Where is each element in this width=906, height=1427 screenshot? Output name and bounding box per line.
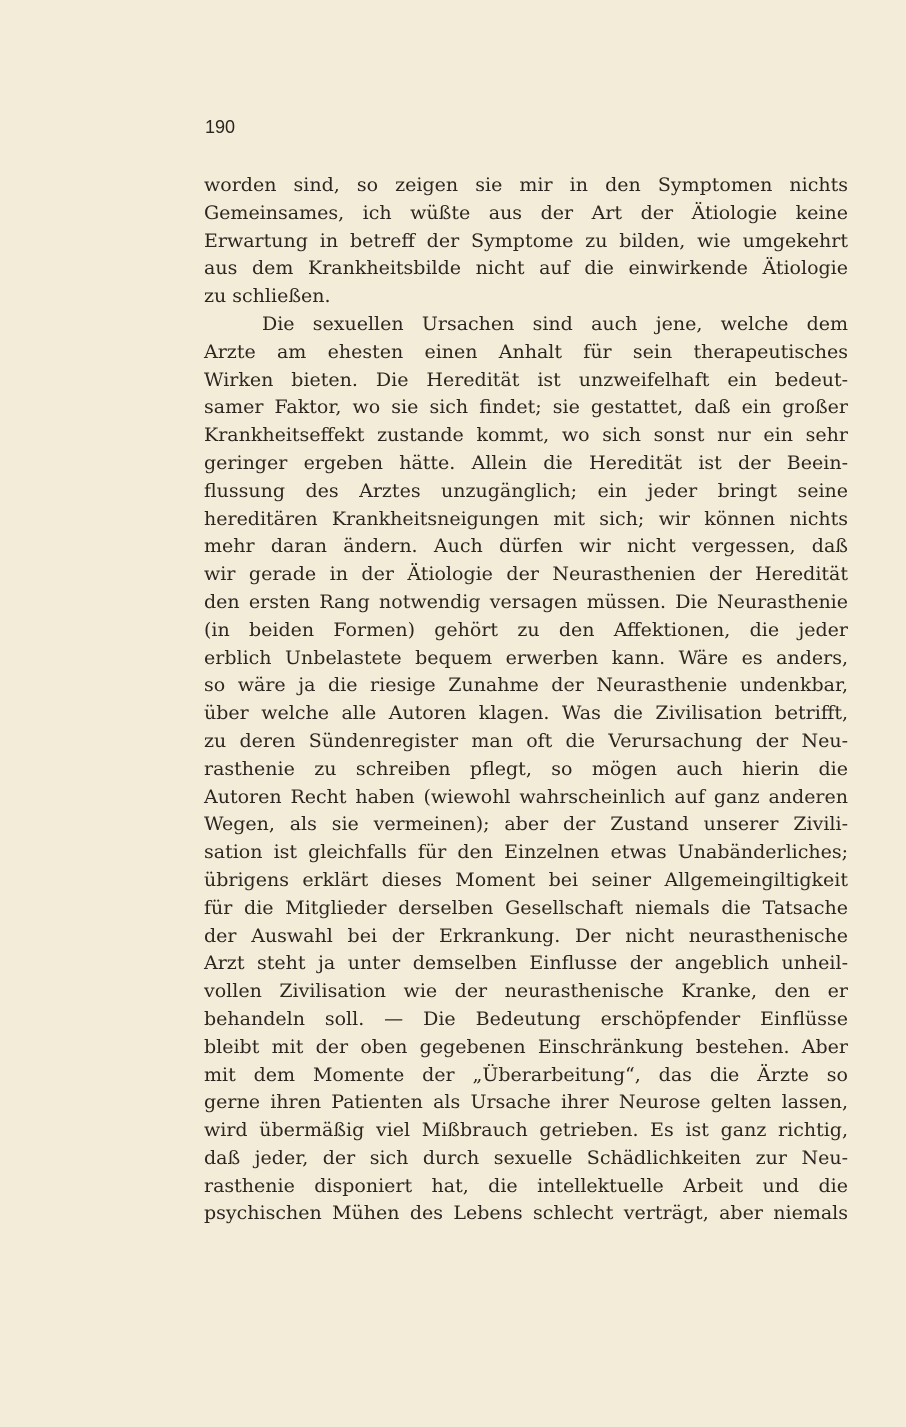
text-line: Wirken bieten. Die Heredität ist unzweifelhaft ein bedeut- xyxy=(204,368,848,391)
text-line: zu schließen. xyxy=(204,285,331,308)
text-line: behandeln soll. — Die Bedeutung erschöpfender Einflüsse xyxy=(204,1007,848,1030)
text-line: Erwartung in betreff der Symptome zu bilden, wie umgekehrt xyxy=(204,229,848,252)
text-line: Autoren Recht haben (wiewohl wahrscheinlich auf ganz anderen xyxy=(204,785,848,808)
text-line: zu deren Sündenregister man oft die Verursachung der Neu- xyxy=(204,729,848,752)
text-line: Die sexuellen Ursachen sind auch jene, welche dem xyxy=(262,312,848,335)
text-line: geringer ergeben hätte. Allein die Heredität ist der Beein- xyxy=(204,451,848,474)
text-line: für die Mitglieder derselben Gesellschaft niemals die Tatsache xyxy=(204,896,848,919)
text-line: rasthenie disponiert hat, die intellektuelle Arbeit und die xyxy=(204,1174,848,1197)
text-line: worden sind, so zeigen sie mir in den Symptomen nichts xyxy=(204,174,848,196)
page-number: 190 xyxy=(205,117,236,137)
text-line: Arzt steht ja unter demselben Einflusse der angeblich unheil- xyxy=(204,952,848,975)
text-line: Gemeinsames, ich wüßte aus der Art der Ätiologie keine xyxy=(204,201,848,224)
text-line: erblich Unbelastete bequem erwerben kann. Wäre es anders, xyxy=(204,646,848,669)
body-text xyxy=(204,172,848,1228)
text-line: wird übermäßig viel Mißbrauch getrieben. Es ist ganz richtig, xyxy=(204,1119,848,1142)
text-line: hereditären Krankheitsneigungen mit sich; wir können nichts xyxy=(204,507,848,530)
text-line: so wäre ja die riesige Zunahme der Neurasthenie undenkbar, xyxy=(204,674,848,697)
text-line: daß jeder, der sich durch sexuelle Schädlichkeiten zur Neu- xyxy=(204,1146,848,1169)
text-line: sation ist gleichfalls für den Einzelnen etwas Unabänderliches; xyxy=(204,841,848,864)
text-line: psychischen Mühen des Lebens schlecht verträgt, aber niemals xyxy=(204,1202,848,1225)
text-line: flussung des Arztes unzugänglich; ein jeder bringt seine xyxy=(204,479,848,502)
text-line: mit dem Momente der „Überarbeitung“, das die Ärzte so xyxy=(204,1063,848,1086)
text-line: übrigens erklärt dieses Moment bei seiner Allgemeingiltigkeit xyxy=(204,868,848,891)
text-line: Wegen, als sie vermeinen); aber der Zustand unserer Zivili- xyxy=(204,813,848,836)
text-line: über welche alle Autoren klagen. Was die Zivilisation betrifft, xyxy=(204,702,848,725)
text-line: mehr daran ändern. Auch dürfen wir nicht vergessen, daß xyxy=(204,535,848,558)
text-line: vollen Zivilisation wie der neurasthenische Kranke, den er xyxy=(204,980,848,1003)
text-line: samer Faktor, wo sie sich findet; sie gestattet, daß ein großer xyxy=(204,396,848,419)
text-line: rasthenie zu schreiben pflegt, so mögen auch hierin die xyxy=(204,757,848,780)
text-line: Krankheitseffekt zustande kommt, wo sich sonst nur ein sehr xyxy=(204,424,848,447)
text-line: der Auswahl bei der Erkrankung. Der nicht neurasthenische xyxy=(204,924,848,947)
text-line: den ersten Rang notwendig versagen müssen. Die Neurasthenie xyxy=(204,590,848,613)
text-line: aus dem Krankheitsbilde nicht auf die einwirkende Ätiologie xyxy=(204,257,848,280)
text-line: wir gerade in der Ätiologie der Neurasthenien der Heredität xyxy=(204,563,848,586)
text-line: gerne ihren Patienten als Ursache ihrer Neurose gelten lassen, xyxy=(204,1091,848,1114)
text-line: bleibt mit der oben gegebenen Einschränkung bestehen. Aber xyxy=(204,1035,848,1058)
text-line: (in beiden Formen) gehört zu den Affektionen, die jeder xyxy=(204,618,848,641)
text-line: Arzte am ehesten einen Anhalt für sein therapeutisches xyxy=(204,340,848,363)
